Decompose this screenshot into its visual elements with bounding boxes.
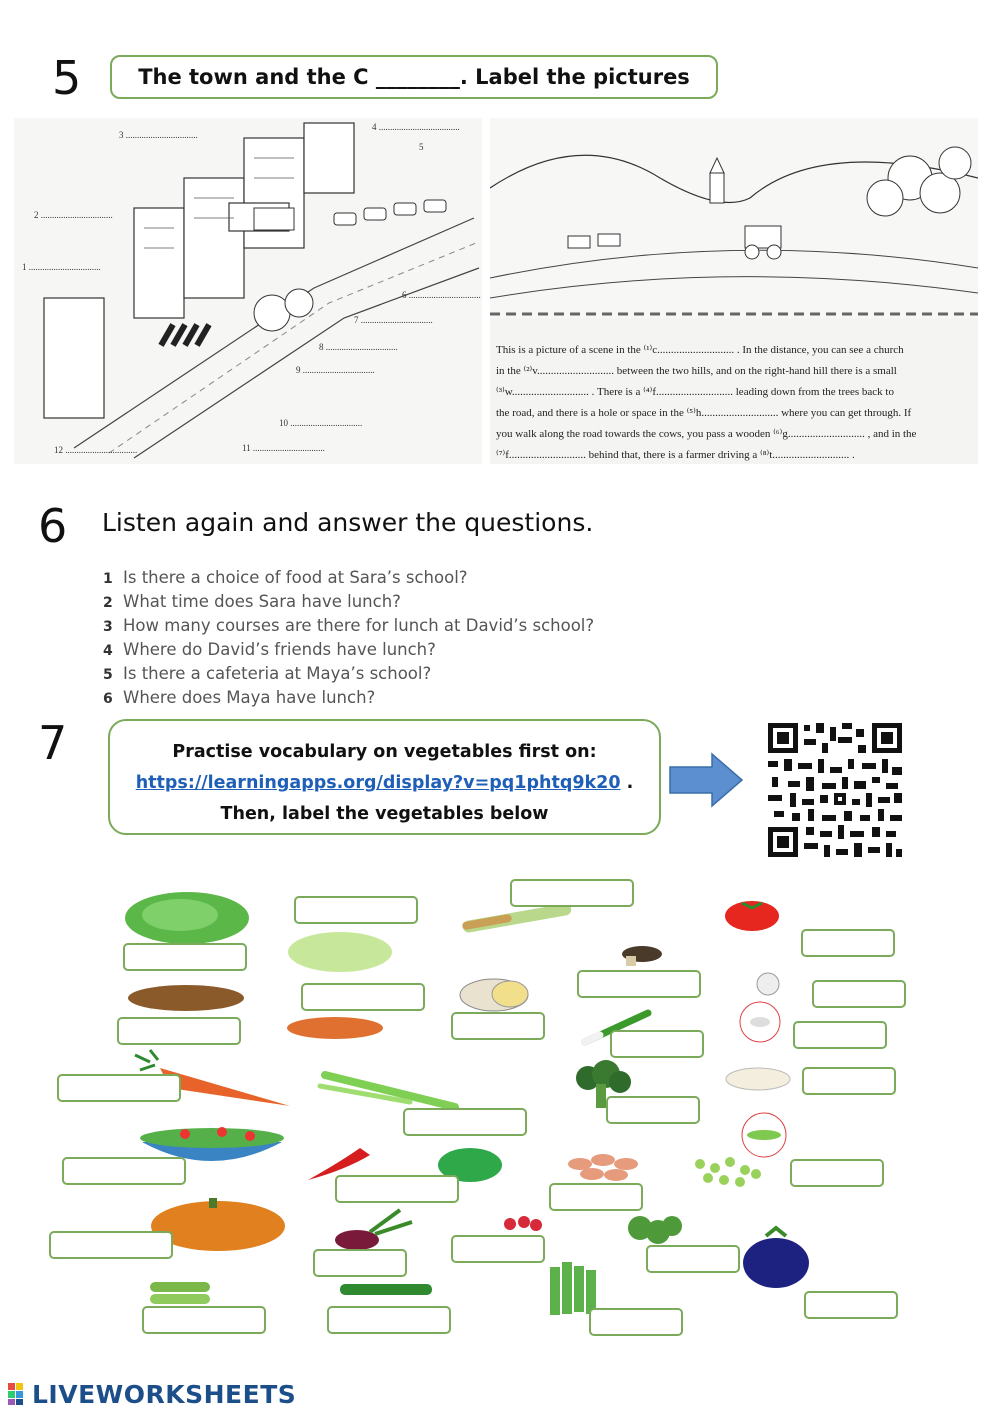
svg-text:5: 5 — [419, 142, 424, 152]
svg-text:12 ...........................: 12 ................................ — [54, 445, 138, 455]
question-item: 1 Is there a choice of food at Sara’s school? — [103, 568, 468, 587]
answer-box-brussels-sprouts[interactable] — [646, 1245, 740, 1273]
svg-text:2 ............................: 2 ................................ — [34, 210, 113, 220]
qr-code-icon[interactable] — [768, 723, 902, 857]
answer-box-spring-onion[interactable] — [610, 1030, 704, 1058]
brand-name: LIVEWORKSHEETS — [32, 1380, 297, 1409]
green-beans-icon — [150, 1282, 210, 1304]
cabbage-icon — [288, 932, 392, 972]
radish-icon — [504, 1216, 542, 1231]
question-item: 3 How many courses are there for lunch at David’s school? — [103, 616, 595, 635]
question-item: 2 What time does Sara have lunch? — [103, 592, 401, 611]
answer-box-leek[interactable] — [510, 879, 634, 907]
town-picture — [14, 118, 482, 464]
beans-icon — [568, 1154, 638, 1181]
svg-text:11 ...........................: 11 ................................ — [242, 443, 325, 453]
answer-box-beetroot[interactable] — [313, 1249, 407, 1277]
section-5-title: The town and the C ________. Label the pictures — [110, 55, 718, 99]
right-arrow-icon — [668, 752, 744, 808]
answer-box-broccoli[interactable] — [606, 1096, 700, 1124]
logo-blocks-icon — [8, 1383, 32, 1405]
answer-box-celery[interactable] — [403, 1108, 527, 1136]
answer-box-cucumber[interactable] — [327, 1306, 451, 1334]
countryside-cloze-text — [496, 340, 976, 464]
answer-box-carrot[interactable] — [57, 1074, 181, 1102]
svg-text:7 ............................: 7 ................................ — [354, 315, 433, 325]
asparagus-icon — [550, 1262, 596, 1315]
answer-box-chili[interactable] — [335, 1175, 459, 1203]
cloze-line: you walk along the road towards the cows, you pass a wooden ⁽⁶⁾g............................ , and in the — [496, 428, 917, 440]
answer-box-asparagus[interactable] — [589, 1308, 683, 1336]
cloze-line: the road, and there is a hole or space in the ⁽⁵⁾h............................ where you can get through. If — [496, 407, 912, 419]
answer-box-aubergine[interactable] — [804, 1291, 898, 1319]
answer-box-potato[interactable] — [117, 1017, 241, 1045]
salad-bowl-icon — [140, 1127, 284, 1161]
garlic-icon — [740, 973, 780, 1042]
cauliflower-icon — [726, 1068, 790, 1090]
brussels-sprouts-icon — [628, 1216, 682, 1244]
instruction-box — [108, 719, 661, 835]
svg-text:1 ............................: 1 ................................ — [22, 262, 101, 272]
countryside-picture — [490, 118, 978, 464]
answer-box-lettuce[interactable] — [123, 943, 247, 971]
svg-text:4 ............................: 4 .................................... — [372, 122, 460, 132]
sweet-potato-icon — [287, 1017, 383, 1039]
answer-box-salad[interactable] — [62, 1157, 186, 1185]
answer-box-sweet-potato[interactable] — [301, 983, 425, 1011]
celery-icon — [320, 1075, 455, 1107]
cloze-line: in the ⁽²⁾v............................ between the two hills, and on the right-hand hill there is a small — [496, 365, 897, 377]
answer-box-garlic[interactable] — [812, 980, 906, 1008]
instruction-line-3: Then, label the vegetables below — [220, 804, 549, 824]
mushroom-icon — [622, 946, 662, 966]
countryside-illustration — [490, 118, 978, 318]
question-item: 5 Is there a cafeteria at Maya’s school? — [103, 664, 432, 683]
answer-box-cauliflower[interactable] — [802, 1067, 896, 1095]
peas-icon — [695, 1113, 786, 1187]
section-7-number: 7 — [38, 716, 68, 770]
answer-box-pumpkin[interactable] — [49, 1231, 173, 1259]
answer-box-peas[interactable] — [790, 1159, 884, 1187]
answer-box-beans[interactable] — [549, 1183, 643, 1211]
learningapps-link[interactable]: https://learningapps.org/display?v=pq1phtq9k20 — [135, 773, 621, 793]
svg-text:6 ............................: 6 ................................ — [402, 290, 481, 300]
cloze-line: ⁽³⁾w............................ . There is a ⁽⁴⁾f............................ leading down from the trees back to — [496, 386, 894, 398]
answer-box-garlic-clove[interactable] — [793, 1021, 887, 1049]
answer-box-tomato[interactable] — [801, 929, 895, 957]
instruction-line-1: Practise vocabulary on vegetables first on: — [172, 742, 597, 762]
leek-icon — [462, 903, 573, 934]
section-6-title: Listen again and answer the questions. — [102, 508, 594, 537]
onion-icon — [460, 979, 528, 1011]
potato-icon — [128, 985, 244, 1011]
section-5-number: 5 — [52, 51, 82, 105]
cloze-line: This is a picture of a scene in the ⁽¹⁾c............................ . In the distance, you can see a church — [496, 344, 904, 356]
instruction-link-line: https://learningapps.org/display?v=pq1phtq9k20 . — [135, 773, 634, 793]
answer-box-mushroom[interactable] — [577, 970, 701, 998]
svg-text:3 ............................: 3 ................................ — [119, 130, 198, 140]
question-item: 4 Where do David’s friends have lunch? — [103, 640, 436, 659]
section-6-number: 6 — [38, 499, 68, 553]
answer-box-cabbage[interactable] — [294, 896, 418, 924]
answer-box-radish[interactable] — [451, 1235, 545, 1263]
answer-box-onion[interactable] — [451, 1012, 545, 1040]
lettuce-icon — [125, 892, 249, 944]
liveworksheets-logo — [8, 1380, 296, 1409]
aubergine-icon — [743, 1228, 809, 1288]
svg-text:9 ............................: 9 ................................ — [296, 365, 375, 375]
svg-text:8 ............................: 8 ................................ — [319, 342, 398, 352]
tomato-icon — [725, 901, 779, 931]
beetroot-icon — [335, 1210, 412, 1250]
svg-text:10 ...........................: 10 ................................ — [279, 418, 363, 428]
cloze-line: ⁽⁷⁾f............................ behind that, there is a farmer driving a ⁽⁸⁾t............................ . — [496, 449, 855, 461]
town-illustration — [14, 118, 482, 464]
question-item: 6 Where does Maya have lunch? — [103, 688, 376, 707]
answer-box-green-beans[interactable] — [142, 1306, 266, 1334]
question-list — [103, 566, 594, 710]
cucumber-icon — [340, 1284, 432, 1295]
